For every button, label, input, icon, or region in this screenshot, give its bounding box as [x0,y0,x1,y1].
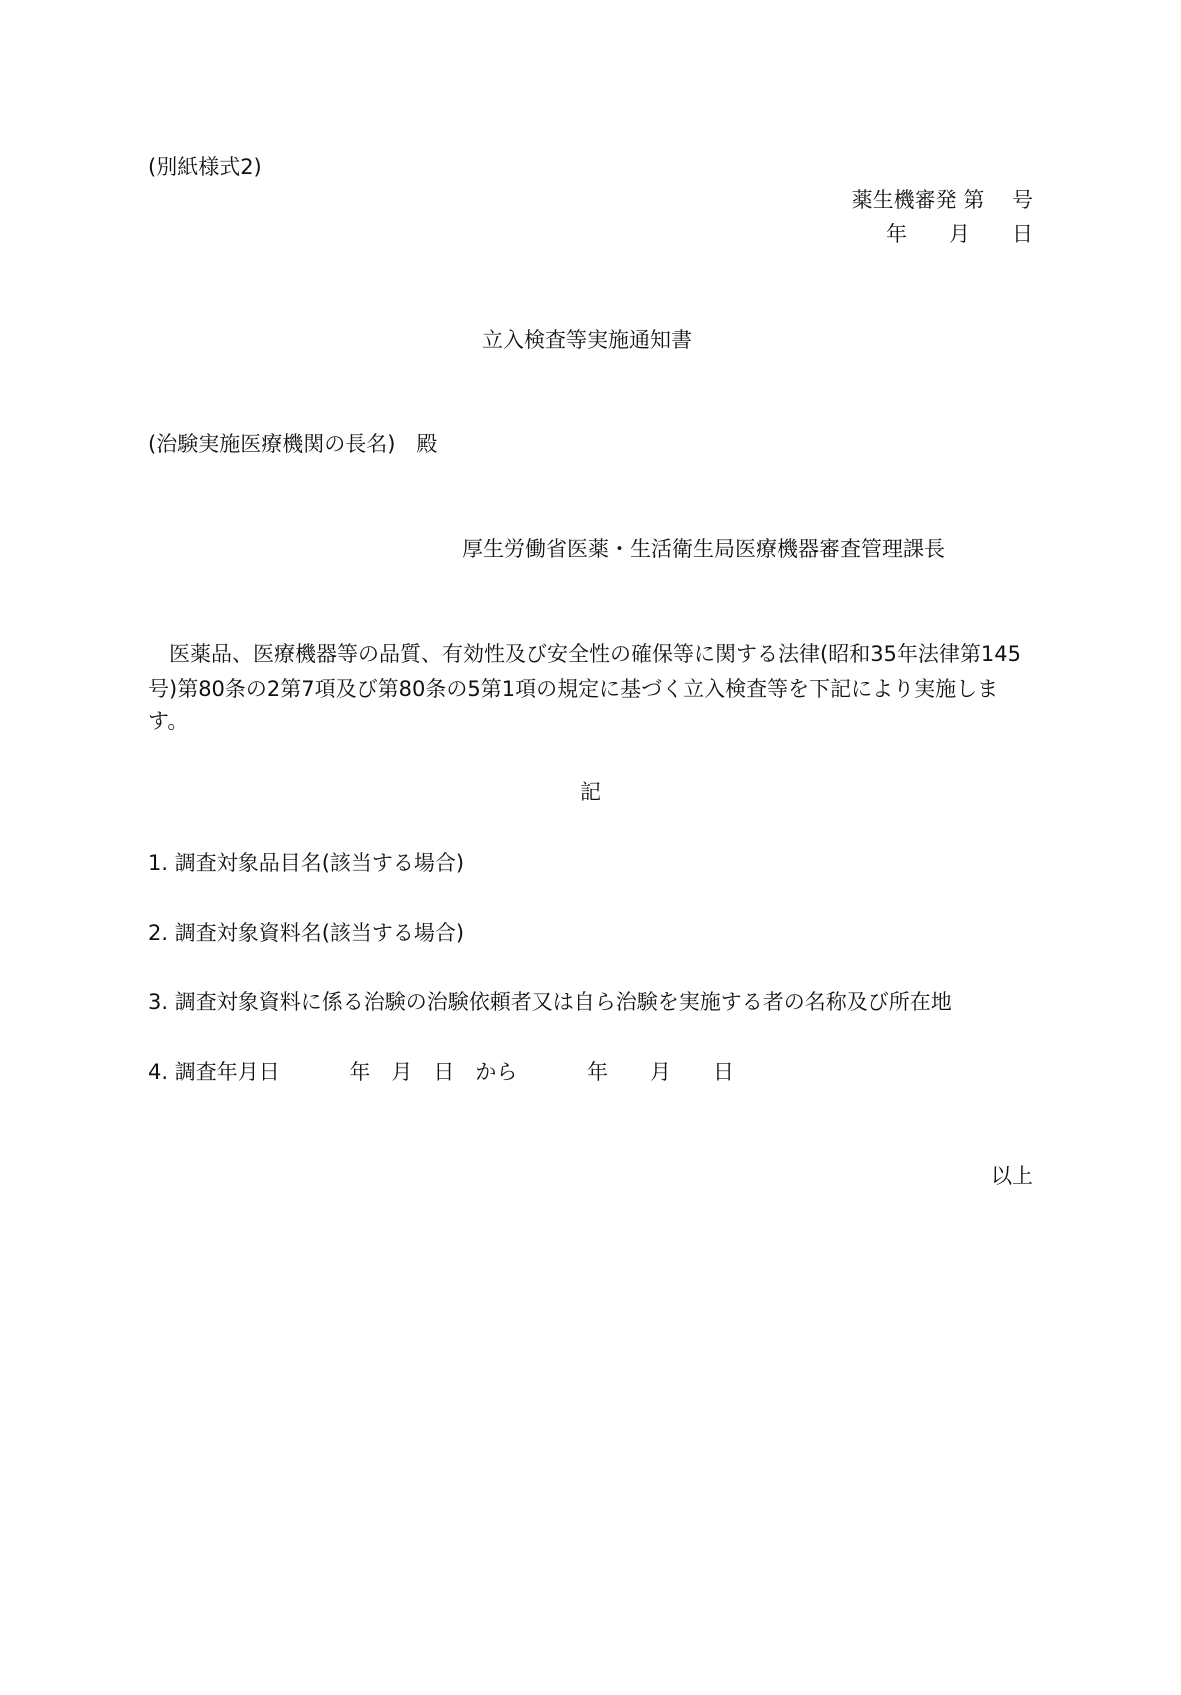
body-line: す。 [148,709,189,733]
ki-heading: 記 [580,780,601,804]
body-line: 号)第80条の2第7項及び第80条の5第1項の規定に基づく立入検査等を下記により実施しま [148,677,999,701]
list-item: 2. 調査対象資料名(該当する場合) [148,921,465,945]
document-title: 立入検査等実施通知書 [482,328,692,352]
body-line: 医薬品、医療機器等の品質、有効性及び安全性の確保等に関する法律(昭和35年法律第145 [148,642,1021,666]
closing: 以上 [991,1164,1033,1188]
addressee: (治験実施医療機関の長名) 殿 [148,432,438,456]
sender: 厚生労働省医薬・生活衛生局医療機器審査管理課長 [462,537,945,561]
list-item: 4. 調査年月日 年 月 日 から 年 月 日 [148,1060,735,1084]
document-date: 年 月 日 [886,222,1033,246]
document-number: 薬生機審発 第 号 [851,188,1033,212]
list-item: 1. 調査対象品目名(該当する場合) [148,851,465,875]
form-label: (別紙様式2) [148,155,262,179]
list-item: 3. 調査対象資料に係る治験の治験依頼者又は自ら治験を実施する者の名称及び所在地 [148,990,952,1014]
